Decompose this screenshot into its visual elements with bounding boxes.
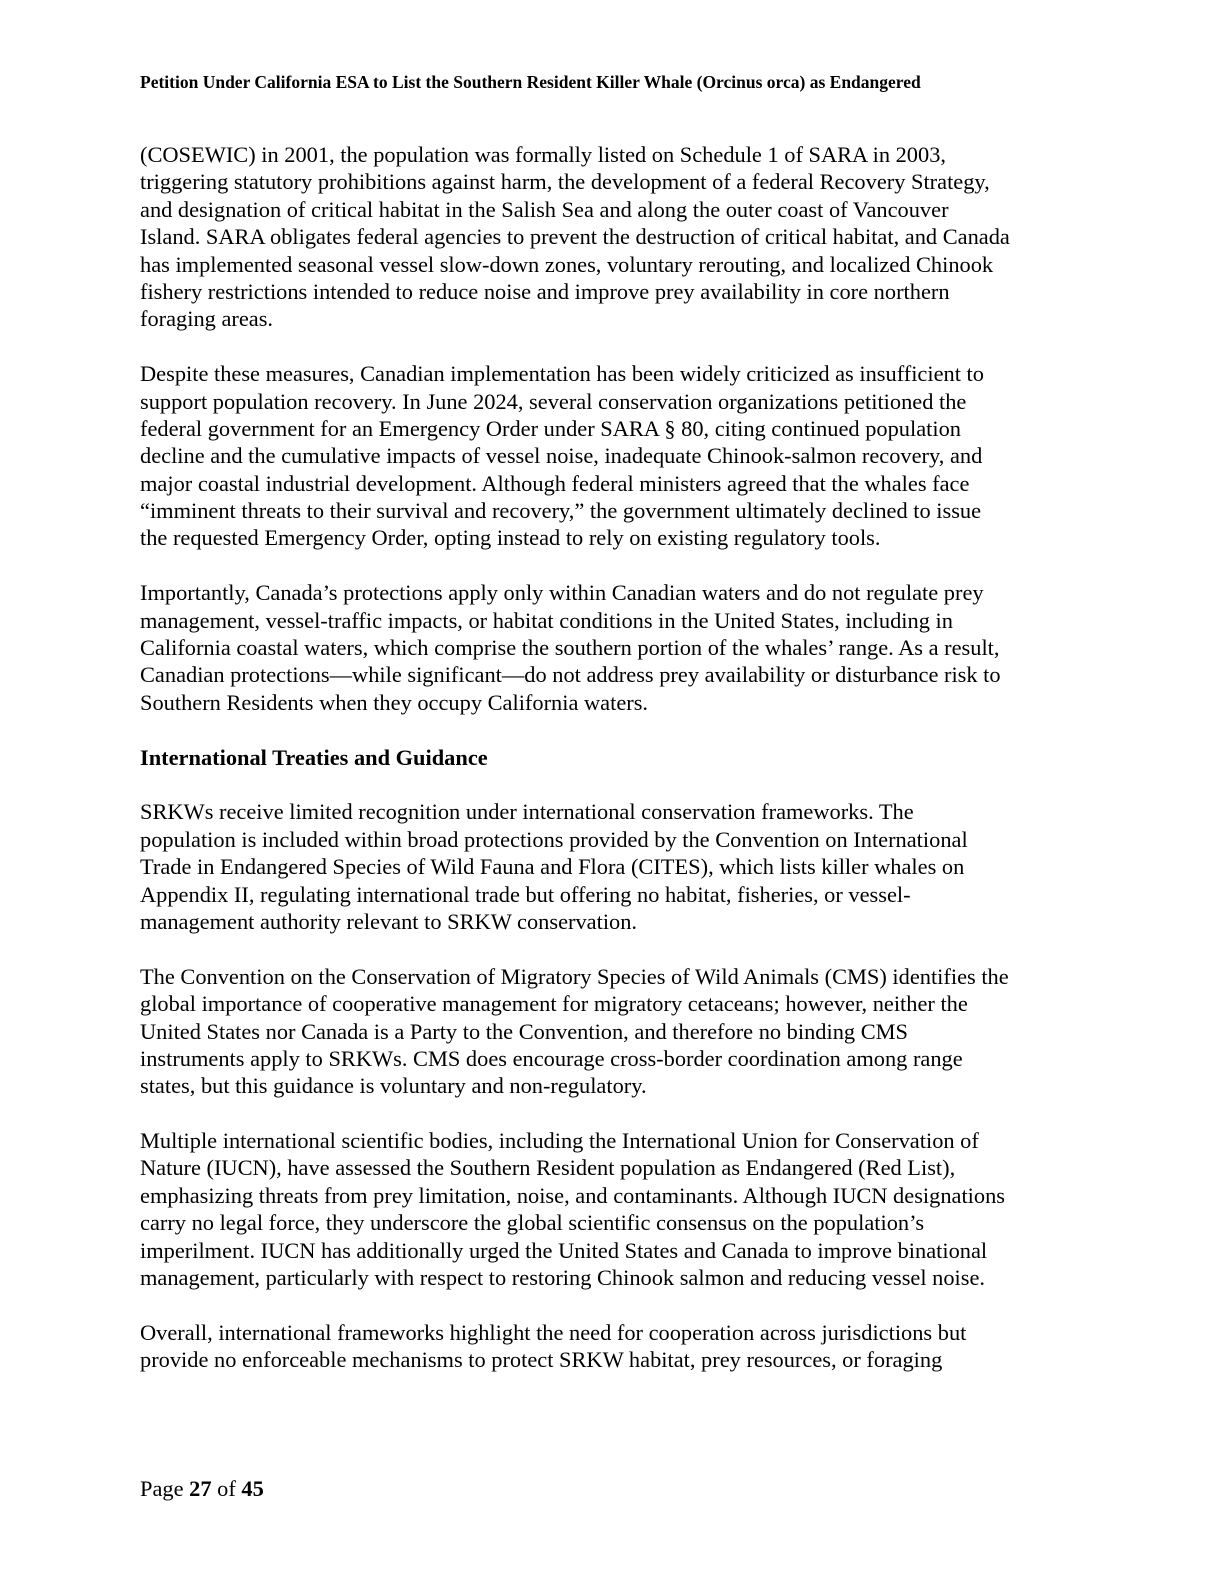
paragraph [140, 360, 1080, 552]
paragraph-line: federal government for an Emergency Order under SARA § 80, citing continued population [140, 415, 961, 441]
paragraph-line: Southern Residents when they occupy California waters. [140, 689, 649, 715]
page-label: Page [140, 1476, 184, 1501]
paragraph-line: instruments apply to SRKWs. CMS does encourage cross-border coordination among range [140, 1045, 963, 1071]
paragraph-line: United States nor Canada is a Party to the Convention, and therefore no binding CMS [140, 1018, 908, 1044]
page-total: 45 [241, 1476, 264, 1501]
paragraph-line: SRKWs receive limited recognition under international conservation frameworks. The [140, 799, 914, 825]
paragraph-line: Trade in Endangered Species of Wild Fauna and Flora (CITES), which lists killer whales on [140, 854, 965, 880]
section-heading-text: International Treaties and Guidance [140, 744, 488, 770]
paragraph [140, 1127, 1080, 1291]
page-number: 27 [189, 1476, 212, 1501]
paragraph-line: Despite these measures, Canadian implementation has been widely criticized as insufficient to [140, 361, 984, 387]
paragraph-line: “imminent threats to their survival and recovery,” the government ultimately declined to issue [140, 498, 982, 524]
paragraph-line: decline and the cumulative impacts of vessel noise, inadequate Chinook-salmon recovery, and [140, 443, 983, 469]
paragraph-line: major coastal industrial development. Although federal ministers agreed that the whales face [140, 470, 970, 496]
paragraph-line: Overall, international frameworks highlight the need for cooperation across jurisdictions but [140, 1319, 967, 1345]
section-heading [140, 744, 1080, 771]
paragraph-line: the requested Emergency Order, opting instead to rely on existing regulatory tools. [140, 525, 881, 551]
paragraph-line: population is included within broad protections provided by the Convention on International [140, 826, 968, 852]
paragraph-line: Appendix II, regulating international trade but offering no habitat, fisheries, or vessel- [140, 881, 911, 907]
paragraph-line: imperilment. IUCN has additionally urged the United States and Canada to improve binational [140, 1237, 988, 1263]
paragraph-line: Island. SARA obligates federal agencies to prevent the destruction of critical habitat, and Canada [140, 224, 1010, 250]
paragraph [140, 963, 1080, 1100]
paragraph-line: Multiple international scientific bodies, including the International Union for Conservation of [140, 1128, 979, 1154]
paragraph-line: California coastal waters, which comprise the southern portion of the whales’ range. As a result, [140, 635, 1000, 661]
paragraph-line: Importantly, Canada’s protections apply only within Canadian waters and do not regulate prey [140, 580, 984, 606]
paragraph-line: has implemented seasonal vessel slow-down zones, voluntary rerouting, and localized Chinook [140, 251, 994, 277]
paragraph-line: carry no legal force, they underscore the global scientific consensus on the population’s [140, 1210, 925, 1236]
body-text [140, 141, 1080, 1401]
paragraph-line: (COSEWIC) in 2001, the population was formally listed on Schedule 1 of SARA in 2003, [140, 142, 946, 167]
paragraph [140, 579, 1080, 716]
paragraph-line: foraging areas. [140, 306, 274, 332]
paragraph [140, 1319, 1080, 1374]
of-label: of [217, 1476, 236, 1501]
paragraph-line: management, vessel-traffic impacts, or habitat conditions in the United States, including in [140, 607, 953, 633]
paragraph [140, 141, 1080, 333]
paragraph-line: support population recovery. In June 2024, several conservation organizations petitioned the [140, 388, 967, 414]
paragraph-line: management, particularly with respect to restoring Chinook salmon and reducing vessel noise. [140, 1265, 986, 1291]
paragraph-line: management authority relevant to SRKW conservation. [140, 908, 638, 934]
paragraph-line: fishery restrictions intended to reduce noise and improve prey availability in core northern [140, 278, 950, 304]
paragraph [140, 798, 1080, 935]
paragraph-line: triggering statutory prohibitions against harm, the development of a federal Recovery Strategy, [140, 169, 990, 195]
paragraph-line: Canadian protections—while significant—do not address prey availability or disturbance risk to [140, 662, 1001, 688]
running-header: Petition Under California ESA to List the Southern Resident Killer Whale (Orcinus orca) as Endangered [140, 72, 921, 92]
page-footer [140, 1475, 264, 1502]
paragraph-line: global importance of cooperative management for migratory cetaceans; however, neither the [140, 991, 968, 1017]
paragraph-line: The Convention on the Conservation of Migratory Species of Wild Animals (CMS) identifies the [140, 963, 1009, 989]
paragraph-line: and designation of critical habitat in the Salish Sea and along the outer coast of Vancouver [140, 196, 949, 222]
paragraph-line: provide no enforceable mechanisms to protect SRKW habitat, prey resources, or foraging [140, 1347, 943, 1373]
paragraph-line: Nature (IUCN), have assessed the Southern Resident population as Endangered (Red List), [140, 1155, 956, 1181]
paragraph-line: emphasizing threats from prey limitation, noise, and contaminants. Although IUCN designations [140, 1182, 1006, 1208]
paragraph-line: states, but this guidance is voluntary and non-regulatory. [140, 1073, 647, 1099]
